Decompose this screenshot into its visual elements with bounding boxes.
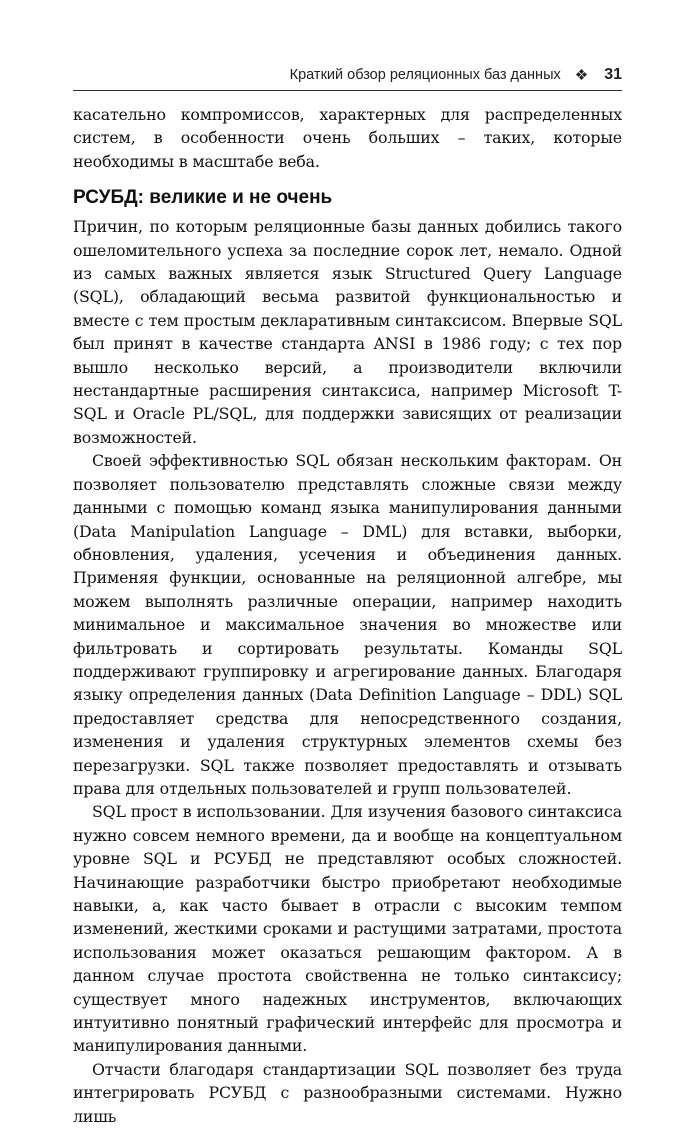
paragraph-4: Отчасти благодаря стандартизации SQL позволяет без труда интегрировать РСУБД с разнообразными системами. Нужно лишь — [73, 1059, 622, 1126]
section-heading: РСУБД: великие и не очень — [73, 187, 333, 209]
paragraph-3: SQL прост в использовании. Для изучения базового синтаксиса нужно совсем немного времени, да и вообще на концептуальном уровне SQL и РСУБД не представляют особых сложностей. Начинающие разработчики быстро приобретают необходимые навыки, а, как часто бывает в отрасли с высоким темпом изменений, жесткими сроками и растущими затратами, простота использования может оказаться решающим фактором. А в данном случае простота свойственна не только синтаксису; существует много надежных инструментов, включающих интуитивно понятный графический интерфейс для просмотра и манипулирования данными. — [73, 802, 622, 1056]
running-title: Краткий обзор реляционных баз данных — [289, 67, 561, 83]
intro-paragraph: касательно компромиссов, характерных для распределенных систем, в особенности очень больших – таких, которые необходимы в масштабе веба. — [73, 105, 622, 171]
fleuron-ornament-icon: ❖ — [574, 67, 589, 84]
paragraph-2: Своей эффективностью SQL обязан нескольким факторам. Он позволяет пользователю представлять сложные связи между данными с помощью команд языка манипулирования данными (Data Manipulation Language – DML) для вставки, выборки, обновления, удаления, усечения и объединения данных. Применяя функции, основанные на реляционной алгебре, мы можем выполнять различные операции, например находить минимальное и максимальное значения во множестве или фильтровать и сортировать результаты. Команды SQL поддерживают группировку и агрегирование данных. Благодаря языку определения данных (Data Definition Language – DDL) SQL предоставляет средства для непосредственного создания, изменения и удаления структурных элементов схемы без перезагрузки. SQL также позволяет предоставлять и отзывать права для отдельных пользователей и групп пользователей. — [73, 451, 622, 798]
paragraph-1: Причин, по которым реляционные базы данных добились такого ошеломительного успеха за последние сорок лет, немало. Одной из самых важных является язык Structured Query Language (SQL), обладающий весьма развитой функциональностью и вместе с тем простым декларативным синтаксисом. Впервые SQL был принят в качестве стандарта ANSI в 1986 году; с тех пор вышло несколько версий, а производители включили нестандартные расширения синтаксиса, например Microsoft T-SQL и Oracle PL/SQL, для поддержки зависящих от реализации возможностей. — [73, 217, 622, 447]
page-body — [73, 103, 622, 1128]
running-header — [73, 60, 622, 91]
page-number: 31 — [604, 66, 622, 83]
